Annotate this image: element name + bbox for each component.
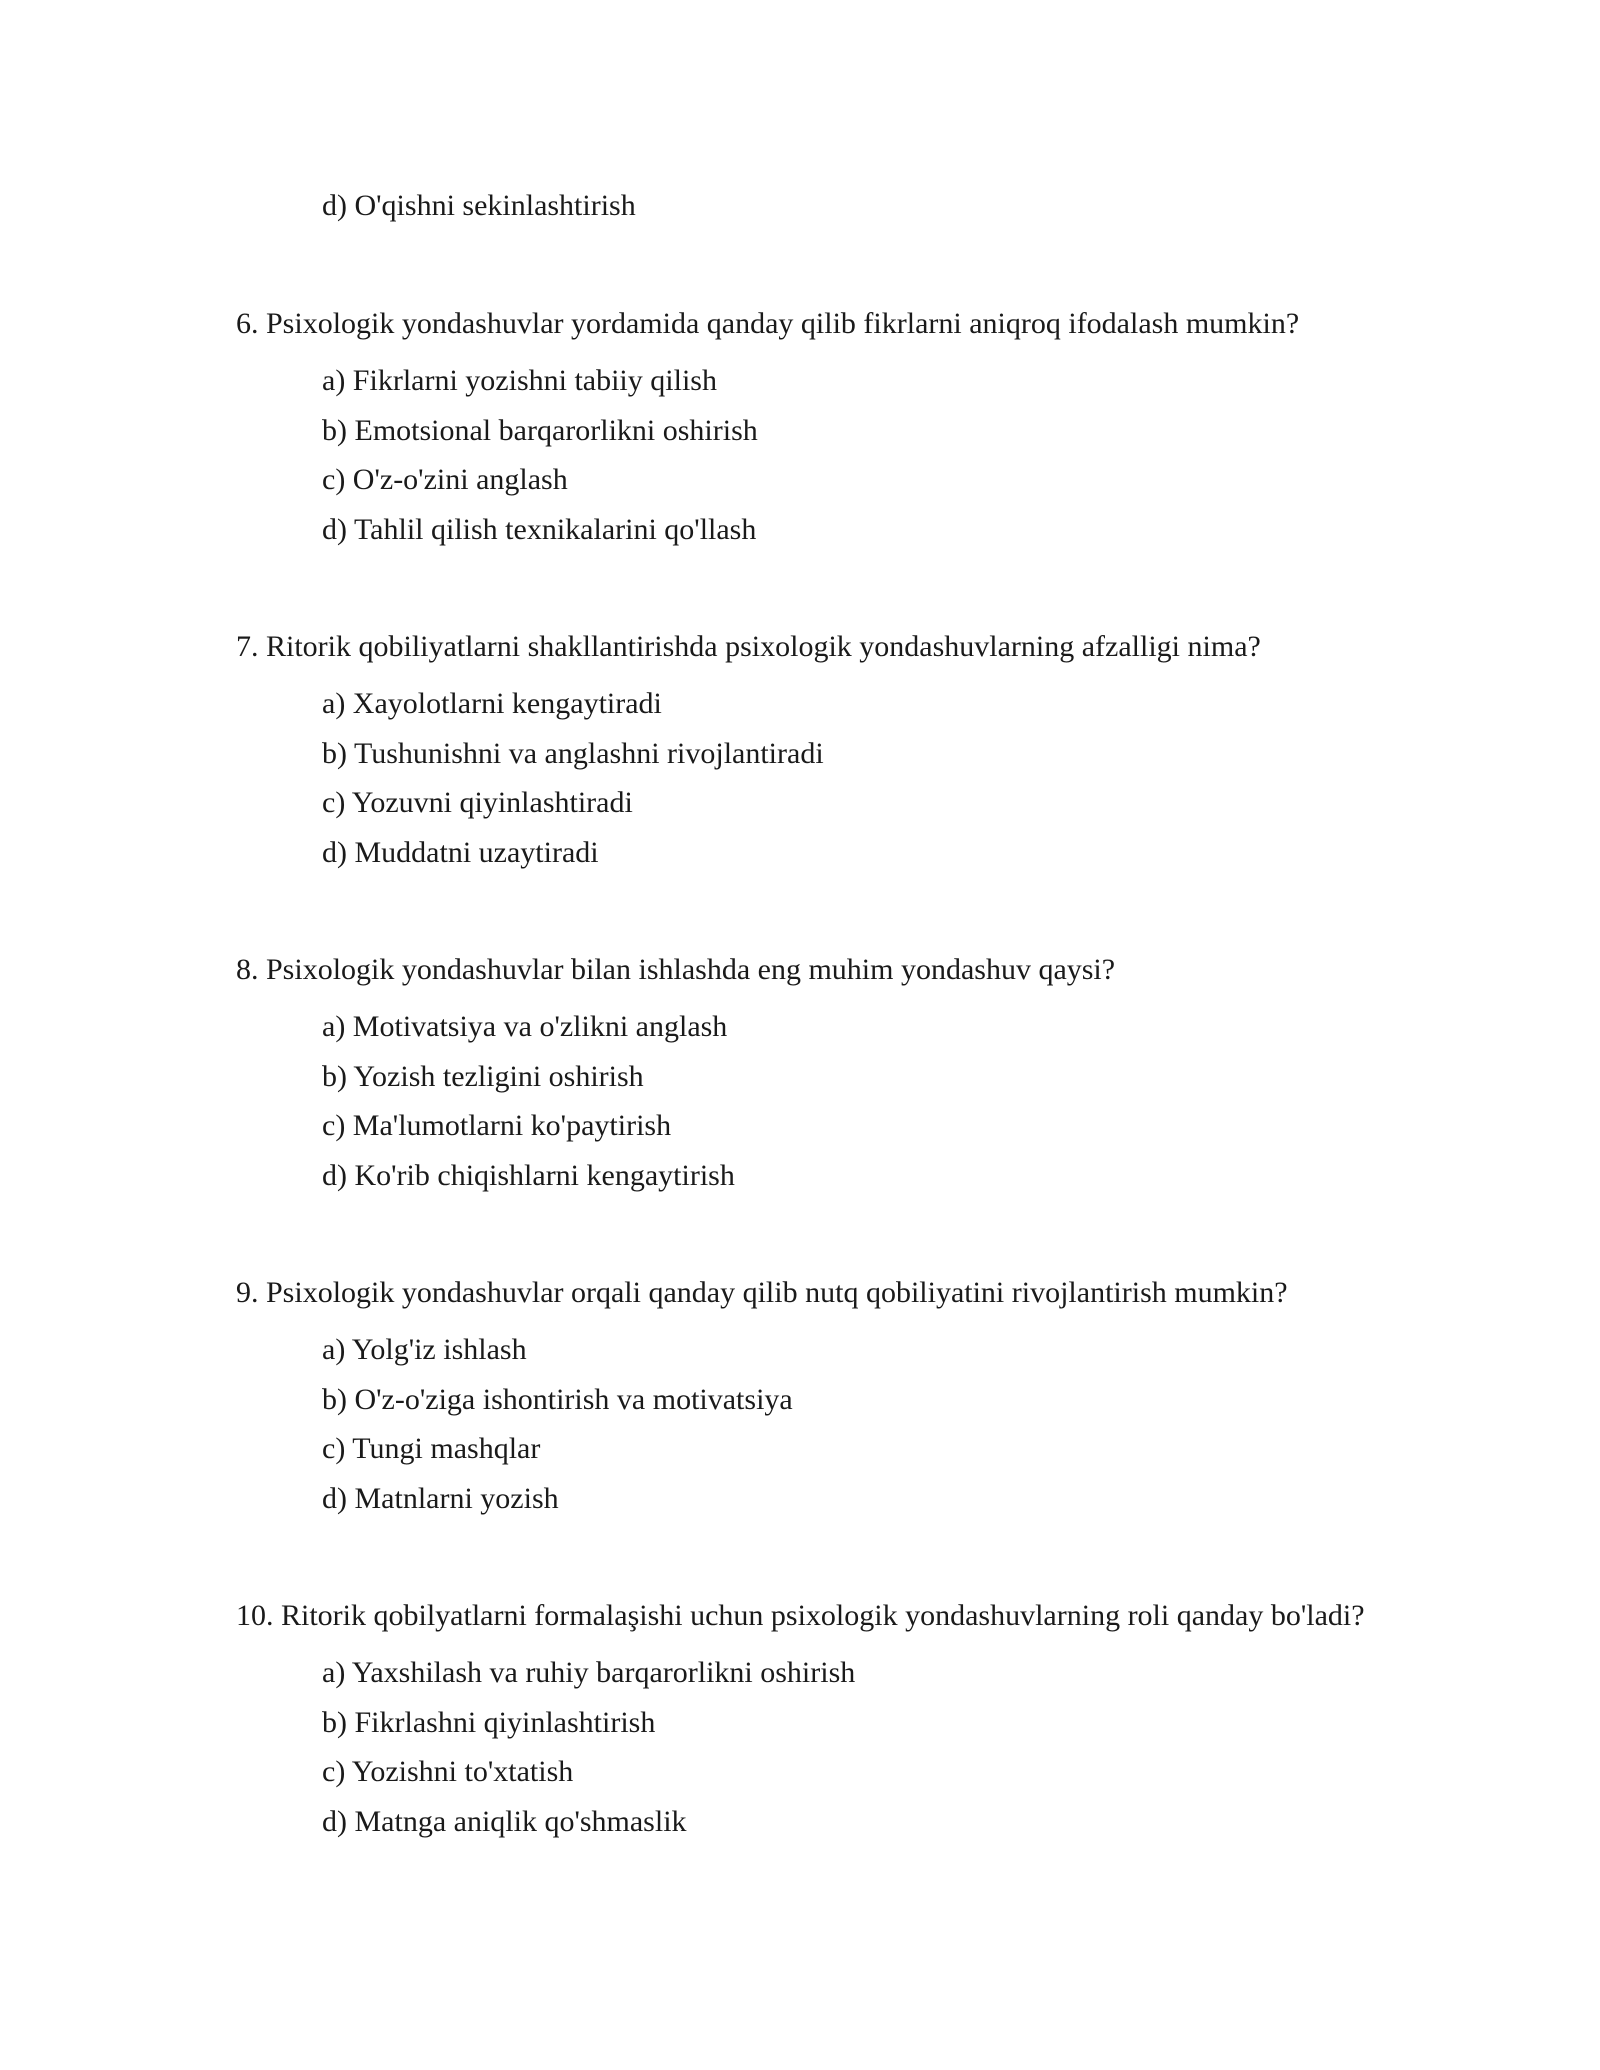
option-c: c) Ma'lumotlarni ko'paytirish bbox=[322, 1109, 672, 1142]
question-text: 9. Psixologik yondashuvlar orqali qanday qilib nutq qobiliyatini rivojlantirish mumkin? bbox=[236, 1276, 1288, 1309]
option-list bbox=[236, 684, 1386, 882]
option-b: b) Yozish tezligini oshirish bbox=[322, 1059, 644, 1093]
option-d: d) Ko'rib chiqishlarni kengaytirish bbox=[322, 1158, 735, 1192]
option-c: c) O'z-o'zini anglash bbox=[322, 463, 568, 496]
option-list bbox=[236, 361, 1386, 559]
carryover-option: d) O'qishni sekinlashtirish bbox=[322, 189, 636, 222]
option-a: a) Fikrlarni yozishni tabiiy qilish bbox=[322, 364, 717, 397]
question-6 bbox=[236, 304, 1386, 559]
option-d: d) Tahlil qilish texnikalarini qo'llash bbox=[322, 512, 757, 546]
question-7 bbox=[236, 627, 1386, 882]
question-8 bbox=[236, 950, 1386, 1205]
option-a: a) Xayolotlarni kengaytiradi bbox=[322, 687, 662, 720]
question-text: 8. Psixologik yondashuvlar bilan ishlashda eng muhim yondashuv qaysi? bbox=[236, 953, 1116, 986]
option-a: a) Yaxshilash va ruhiy barqarorlikni oshirish bbox=[322, 1656, 856, 1689]
question-text: 7. Ritorik qobiliyatlarni shakllantirishda psixologik yondashuvlarning afzalligi nima? bbox=[236, 630, 1261, 663]
option-d: d) Matnga aniqlik qo'shmaslik bbox=[322, 1804, 687, 1838]
option-b: b) O'z-o'ziga ishontirish va motivatsiya bbox=[322, 1382, 793, 1416]
option-a: a) Yolg'iz ishlash bbox=[322, 1333, 527, 1366]
question-9 bbox=[236, 1273, 1386, 1528]
option-b: b) Emotsional barqarorlikni oshirish bbox=[322, 413, 758, 447]
option-c: c) Yozishni to'xtatish bbox=[322, 1755, 574, 1788]
option-list bbox=[236, 1653, 1386, 1851]
option-c: c) Tungi mashqlar bbox=[322, 1432, 541, 1465]
option-b: b) Tushunishni va anglashni rivojlantiradi bbox=[322, 736, 824, 770]
option-a: a) Motivatsiya va o'zlikni anglash bbox=[322, 1010, 728, 1043]
option-d: d) Matnlarni yozish bbox=[322, 1481, 559, 1515]
question-10 bbox=[236, 1596, 1386, 1851]
option-list bbox=[236, 1007, 1386, 1205]
option-b: b) Fikrlashni qiyinlashtirish bbox=[322, 1705, 656, 1739]
option-d: d) Muddatni uzaytiradi bbox=[322, 835, 599, 869]
question-text: 6. Psixologik yondashuvlar yordamida qanday qilib fikrlarni aniqroq ifodalash mumkin? bbox=[236, 307, 1300, 340]
option-c: c) Yozuvni qiyinlashtiradi bbox=[322, 786, 633, 819]
question-text: 10. Ritorik qobilyatlarni formalaşishi uchun psixologik yondashuvlarning roli qanday bo'ladi? bbox=[236, 1599, 1365, 1632]
option-list bbox=[236, 1330, 1386, 1528]
